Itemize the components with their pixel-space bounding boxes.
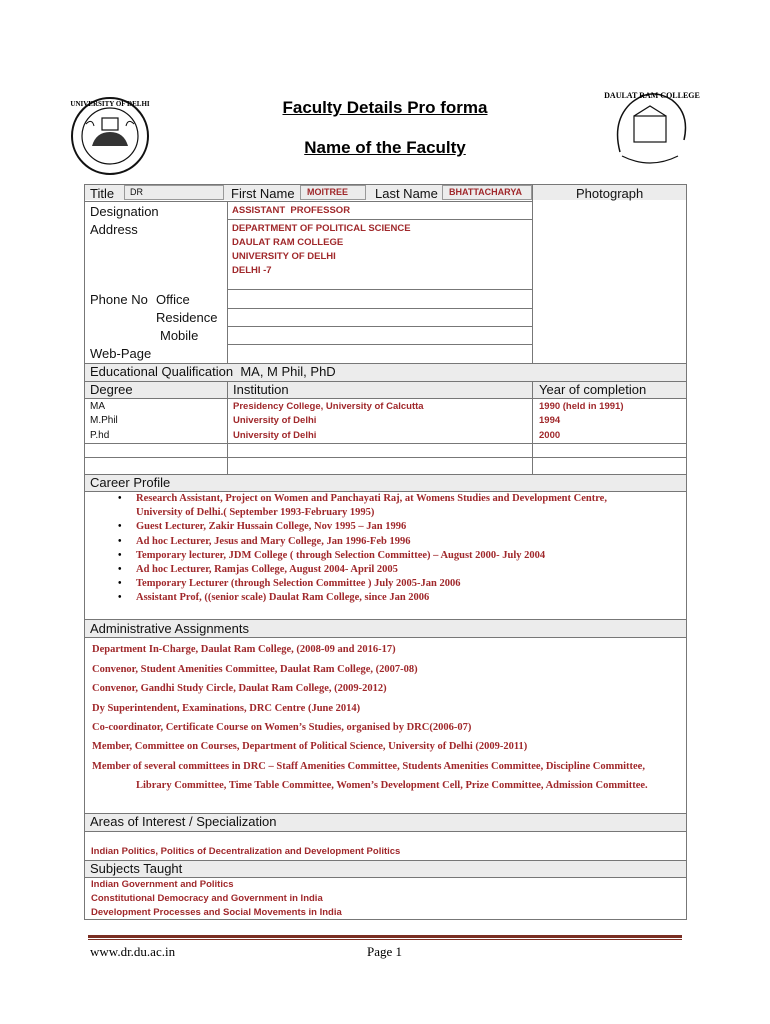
career-item: Temporary Lecturer (through Selection Committee ) July 2005-Jan 2006 <box>136 578 461 590</box>
photograph-label: Photograph <box>576 186 644 201</box>
subject-item: Indian Government and Politics <box>91 879 234 890</box>
list-item: • Temporary Lecturer (through Selection Committee ) July 2005-Jan 2006 <box>118 578 461 590</box>
list-item: • Research Assistant, Project on Women and Panchayati Raj, at Womens Studies and Development Centre, <box>118 493 607 504</box>
institution-header: Institution <box>233 382 289 397</box>
list-item: • Assistant Prof, ((senior scale) Daulat Ram College, since Jan 2006 <box>118 592 430 604</box>
svg-text:DAULAT RAM COLLEGE: DAULAT RAM COLLEGE <box>604 91 700 100</box>
edu-value: MA, M Phil, PhD <box>240 364 336 379</box>
page-title: Faculty Details Pro forma <box>282 98 488 117</box>
career-item: Assistant Prof, ((senior scale) Daulat Ram College, since Jan 2006 <box>136 592 430 604</box>
footer-url[interactable]: www.dr.du.ac.in <box>90 944 176 959</box>
admin-item: Library Committee, Time Table Committee, Women’s Development Cell, Prize Committee, Admission Committee. <box>136 780 648 791</box>
admin-heading: Administrative Assignments <box>90 621 249 636</box>
degree-header: Degree <box>90 382 133 397</box>
career-item: Temporary lecturer, JDM College ( through Selection Committee) – August 2000- July 2004 <box>136 549 546 561</box>
webpage-label: Web-Page <box>90 346 152 361</box>
address-label: Address <box>90 222 138 237</box>
page-number: Page 1 <box>367 944 403 959</box>
svg-text:UNIVERSITY OF DELHI: UNIVERSITY OF DELHI <box>70 100 150 108</box>
degree-cell: MA <box>90 401 105 412</box>
subject-item: Constitutional Democracy and Government in India <box>91 893 323 904</box>
list-item: • Guest Lecturer, Zakir Hussain College, Nov 1995 – Jan 1996 <box>118 521 407 533</box>
residence-phone-field[interactable] <box>228 309 531 325</box>
mobile-label: Mobile <box>160 328 199 343</box>
phone-label: Phone No <box>90 292 148 307</box>
last-name-label: Last Name <box>375 186 438 201</box>
drc-logo <box>600 82 700 174</box>
designation-value[interactable]: ASSISTANT PROFESSOR <box>232 205 351 216</box>
title-label: Title <box>90 186 115 201</box>
admin-item: Department In-Charge, Daulat Ram College, (2008-09 and 2016-17) <box>92 644 396 655</box>
mobile-phone-field[interactable] <box>228 327 531 343</box>
interests-value: Indian Politics, Politics of Decentralization and Development Politics <box>91 846 401 857</box>
career-item: Guest Lecturer, Zakir Hussain College, Nov 1995 – Jan 1996 <box>136 521 407 533</box>
designation-label: Designation <box>90 204 159 219</box>
address-line: DELHI -7 <box>232 265 272 276</box>
office-label: Office <box>156 292 190 307</box>
admin-item: Member of several committees in DRC – Staff Amenities Committee, Students Amenities Committee, Discipline Committee, <box>92 761 645 772</box>
year-cell: 1994 <box>539 415 561 426</box>
footer-rule-thin <box>88 939 682 940</box>
list-item: • Ad hoc Lecturer, Jesus and Mary College, Jan 1996-Feb 1996 <box>118 535 411 547</box>
last-name-value: BHATTACHARYA <box>449 187 522 197</box>
title-value: DR <box>130 187 143 197</box>
photograph-box[interactable] <box>533 201 685 362</box>
subjects-heading: Subjects Taught <box>90 861 183 876</box>
list-item: • Temporary lecturer, JDM College ( through Selection Committee) – August 2000- July 2004 <box>118 549 546 561</box>
residence-label: Residence <box>156 310 218 325</box>
edu-label <box>90 364 336 379</box>
career-item: University of Delhi.( September 1993-February 1995) <box>136 507 375 519</box>
year-cell: 2000 <box>539 430 561 441</box>
list-item: • Ad hoc Lecturer, Ramjas College, August 2004- April 2005 <box>118 564 398 576</box>
admin-item: Convenor, Gandhi Study Circle, Daulat Ram College, (2009-2012) <box>92 683 387 694</box>
address-line: UNIVERSITY OF DELHI <box>232 251 336 262</box>
subject-item: Development Processes and Social Movements in India <box>91 907 342 918</box>
institution-cell: Presidency College, University of Calcutta <box>233 401 424 412</box>
career-list <box>88 492 684 606</box>
list-item-continuation <box>88 506 684 520</box>
address-line: DAULAT RAM COLLEGE <box>232 237 344 248</box>
footer-rule <box>88 935 682 938</box>
office-phone-field[interactable] <box>228 290 531 307</box>
interests-heading: Areas of Interest / Specialization <box>90 814 277 829</box>
admin-item: Convenor, Student Amenities Committee, Daulat Ram College, (2007-08) <box>92 664 418 675</box>
first-name-value: MOITREE <box>307 187 349 197</box>
admin-item: Co-coordinator, Certificate Course on Women’s Studies, organised by DRC(2006-07) <box>92 722 472 733</box>
edu-label-text: Educational Qualification <box>90 364 234 379</box>
career-item: Ad hoc Lecturer, Ramjas College, August 2004- April 2005 <box>136 564 398 576</box>
career-item: Research Assistant, Project on Women and Panchayati Raj, at Womens Studies and Development Centre, <box>136 493 607 504</box>
year-header: Year of completion <box>539 382 647 397</box>
title-field[interactable] <box>124 185 224 200</box>
institution-cell: University of Delhi <box>233 415 317 426</box>
address-field[interactable] <box>232 222 411 278</box>
career-heading: Career Profile <box>90 475 171 490</box>
address-line: DEPARTMENT OF POLITICAL SCIENCE <box>232 223 411 234</box>
career-item: Ad hoc Lecturer, Jesus and Mary College, Jan 1996-Feb 1996 <box>136 535 411 547</box>
institution-cell: University of Delhi <box>233 430 317 441</box>
degree-cell: P.hd <box>90 430 110 441</box>
faculty-name-heading: Name of the Faculty <box>304 138 466 157</box>
first-name-field[interactable] <box>300 185 366 200</box>
admin-item: Member, Committee on Courses, Department of Political Science, University of Delhi (2009-2011) <box>92 741 528 752</box>
year-cell: 1990 (held in 1991) <box>539 401 624 412</box>
degree-cell: M.Phil <box>90 415 118 426</box>
first-name-label: First Name <box>231 186 295 201</box>
admin-item: Dy Superintendent, Examinations, DRC Centre (June 2014) <box>92 703 361 714</box>
last-name-field[interactable] <box>442 185 532 200</box>
